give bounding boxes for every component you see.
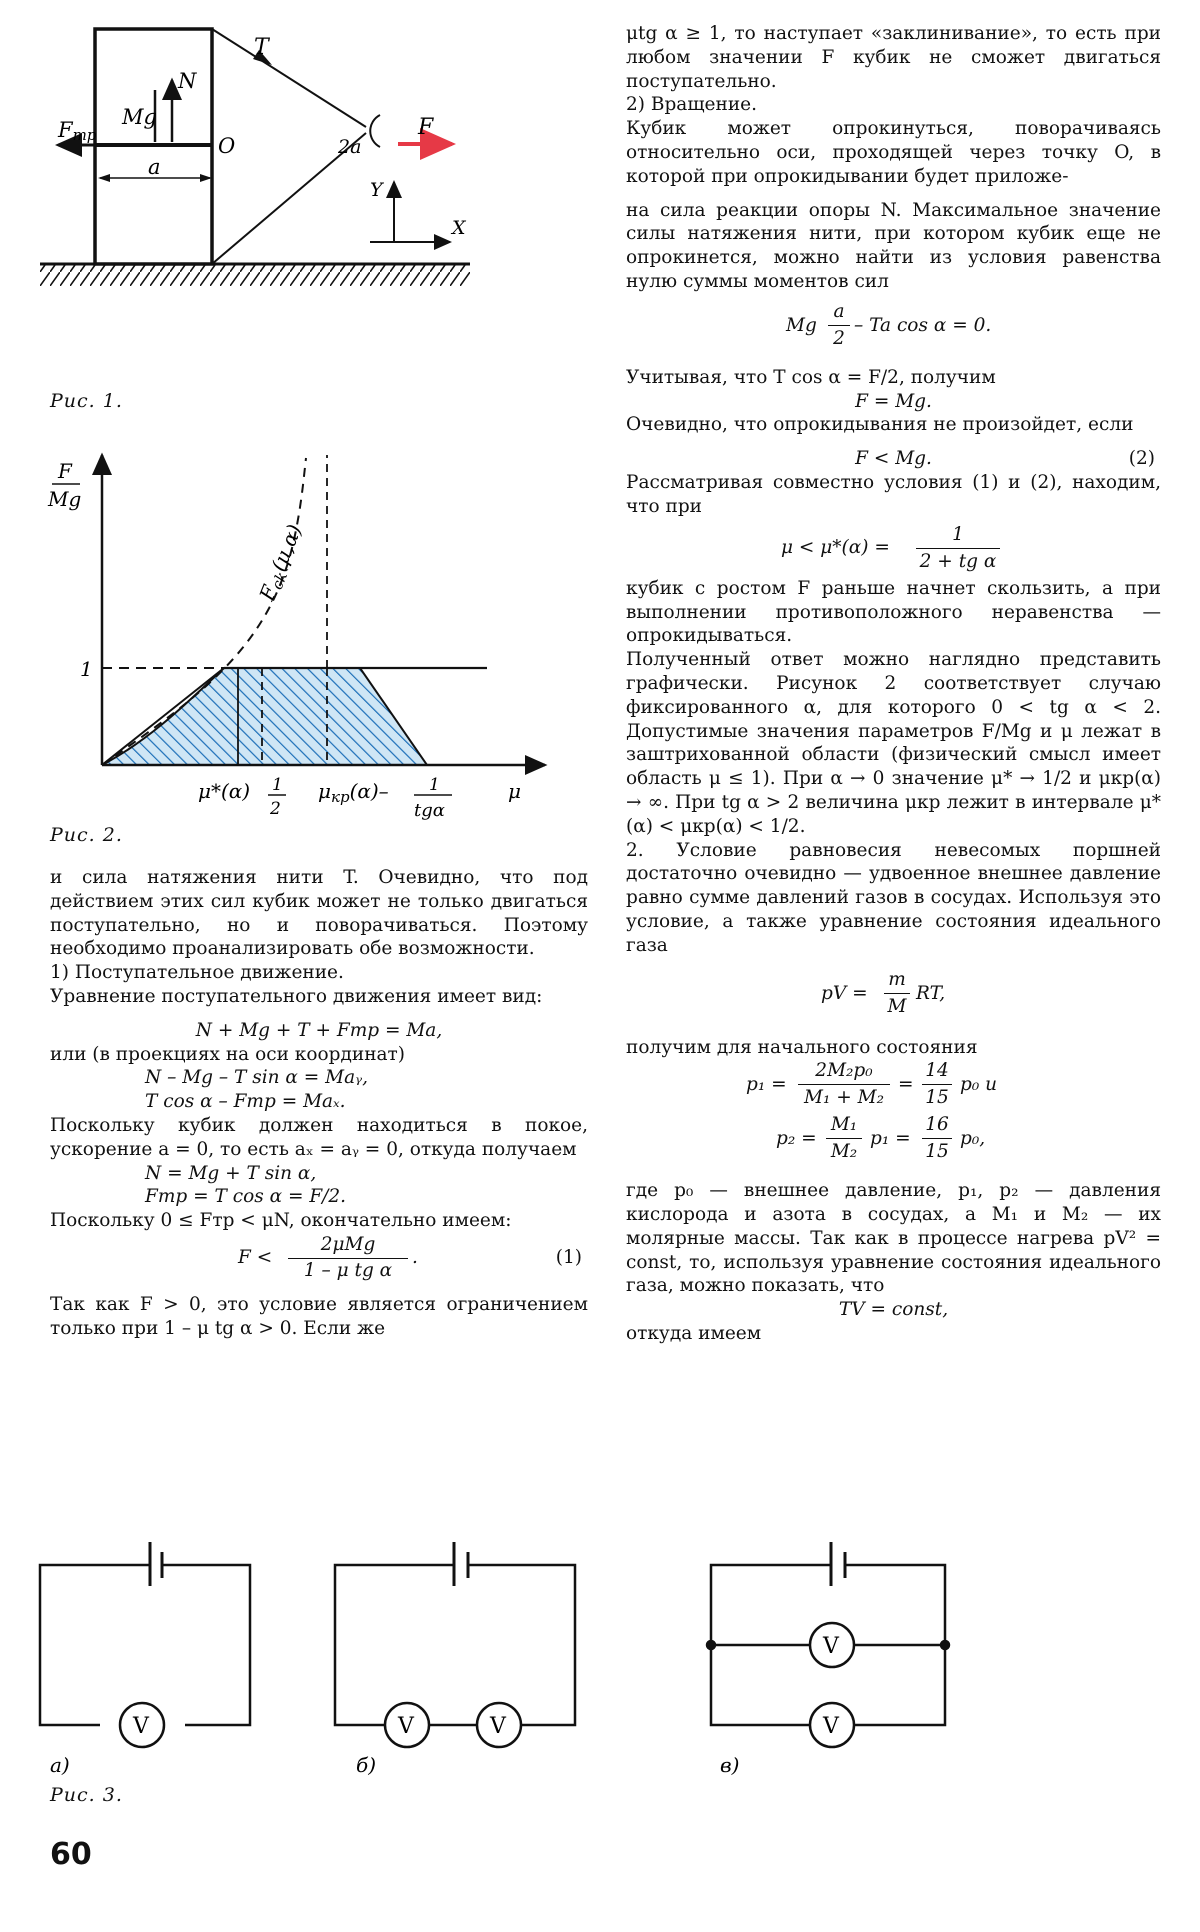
equation-normal: N = Mg + T sin α, (145, 1162, 317, 1184)
allowed-region-hatching (102, 668, 427, 765)
figure-2-caption: Рис. 2. (50, 824, 123, 846)
equation-2 (626, 447, 1161, 471)
eq5-left: Mg (786, 314, 817, 336)
eq11-den2: 15 (925, 1141, 949, 1163)
circuit-b (335, 1542, 575, 1747)
figure-1 (40, 20, 600, 370)
figure-2 (40, 440, 600, 830)
label-tg-num: 1 (429, 775, 440, 795)
voltmeter-c2-label: V (823, 1714, 839, 1739)
label-force: F (418, 115, 434, 140)
dimension-a-left-head (98, 174, 110, 182)
eq9-right: RT, (916, 982, 946, 1004)
eq11-den: M₂ (830, 1141, 858, 1163)
eq9-den: M (887, 995, 907, 1017)
eq11-num: M₁ (830, 1114, 858, 1136)
right-p2: 2) Вращение. (626, 94, 757, 116)
label-point-o: O (218, 134, 236, 158)
right-p3: Кубик может опрокинуться, поворачиваясь относительно оси, проходящей через точку O, в которой при опрокидывании будет приложе- (626, 118, 1161, 187)
figure-3-caption: Рис. 3. (50, 1784, 123, 1806)
right-p10: 2. Условие равновесия невесомых поршней достаточно очевидно — удвоенное внешнее давление равно сумме давлений газов в сосудах. Используя это условие, а также уравнение состояния идеального газа (626, 839, 1161, 956)
label-tg-den: tgα (414, 800, 445, 821)
right-p11: получим для начального состояния (626, 1036, 978, 1058)
label-angle: 2a (338, 136, 362, 158)
label-axis-y: Y (370, 179, 383, 201)
right-p1: μtg α ≥ 1, то наступает «заклинивание», то есть при любом значении F кубик не сможет двигаться поступательно. (626, 23, 1161, 92)
voltmeter-b2-label: V (490, 1714, 506, 1739)
left-p4: или (в проекциях на оси координат) (50, 1043, 406, 1065)
eq10-left: p₁ = (746, 1074, 787, 1096)
equation-gas-state (626, 968, 1161, 1026)
equation-1: F < 2μMg 1 – μ tg α . (1) (238, 1233, 582, 1281)
right-p6: Очевидно, что опрокидывания не произойдет, если (626, 414, 1134, 436)
eq11-num2: 16 (925, 1114, 949, 1136)
eq11-left: p₂ = (776, 1128, 817, 1150)
figure-1-caption: Рис. 1. (50, 390, 123, 412)
label-normal: N (178, 69, 197, 93)
left-p3: Уравнение поступательного движения имеет вид: (50, 985, 543, 1007)
eq11-mid: p₁ = (870, 1128, 911, 1150)
eq10-den: M₁ + M₂ (804, 1087, 884, 1109)
equation-motion: N + Mg + T + Fтр = Ma, (195, 1019, 443, 1041)
label-gravity: Mg (122, 105, 157, 129)
eq7-tag: (2) (1128, 448, 1155, 470)
y-axis-label-den: Mg (48, 487, 82, 511)
label-one: 1 (80, 657, 93, 681)
equation-mu-star (626, 523, 1161, 577)
eq8-num: 1 (952, 523, 964, 545)
equation-moments (626, 300, 1161, 356)
sublabel-a: а) (50, 1753, 70, 1777)
ground-hatching (40, 264, 470, 286)
label-tension: T (254, 35, 269, 60)
eq9-left: pV = (821, 982, 868, 1004)
eq5-right: – Ta cos α = 0. (854, 314, 992, 336)
equation-1-left: F < (238, 1246, 273, 1268)
right-column (626, 22, 1161, 1346)
right-p4: на сила реакции опоры N. Максимальное значение силы натяжения нити, при котором кубик еще не опрокинется, можно найти из условия равенства нулю суммы моментов сил (626, 199, 1161, 292)
sublabel-c: в) (720, 1753, 740, 1777)
eq11-right: p₀, (960, 1128, 986, 1150)
left-p1: и сила натяжения нити T. Очевидно, что под действием этих сил кубик может не только двигаться поступательно, но и поворачиваться. Поэтому необходимо проанализировать обе возможности. (50, 867, 588, 960)
label-side-a: a (148, 155, 161, 179)
left-p2: 1) Поступательное движение. (50, 962, 344, 984)
eq10-mid: = (898, 1074, 914, 1096)
right-p7: Рассматривая совместно условия (1) и (2), находим, что при (626, 472, 1161, 517)
string-upper (212, 29, 366, 127)
label-mu-kr: $\mu_{кр}(\alpha)-$ (318, 779, 389, 806)
equation-1-num: 2μMg (320, 1233, 376, 1255)
voltmeter-b1-label: V (398, 1714, 414, 1739)
voltmeter-a-label: V (133, 1714, 149, 1739)
right-p9: Полученный ответ можно наглядно представить графически. Рисунок 2 соответствует случаю фиксированного α, для которого 0 < tg α < 2. Допустимые значения параметров F/Mg и μ лежат в заштрихованной области (физический смысл имеет область μ ≤ 1). При α → 0 значение μ* → 1/2 и μкр(α) → ∞. При tg α > 2 величина μкр лежит в интервале μ*(α) < μкр(α) < 1/2. (626, 649, 1161, 837)
equation-1-den: 1 – μ tg α (303, 1259, 393, 1281)
equation-p1 (626, 1059, 1161, 1111)
label-friction: Fтр (58, 118, 97, 144)
equation-tv: TV = const, (838, 1299, 949, 1321)
dimension-a-right-head (200, 174, 212, 182)
equation-p2 (626, 1113, 1161, 1169)
eq8-left: μ < μ*(α) = (781, 536, 890, 558)
equation-1-tag: (1) (555, 1246, 582, 1268)
label-mu-axis: μ (508, 779, 521, 803)
eq10-num2: 14 (925, 1060, 949, 1082)
eq10-den2: 15 (925, 1087, 949, 1109)
equation-projection-x: T cos α – Fтр = Maₓ. (145, 1091, 346, 1113)
right-p13: откуда имеем (626, 1323, 762, 1345)
label-half-den: 2 (270, 799, 281, 819)
voltmeter-c1-label: V (823, 1634, 839, 1659)
figure-3 (20, 1520, 1180, 1780)
eq10-right: p₀ и (960, 1074, 998, 1096)
right-p8: кубик с ростом F раньше начнет скользить, а при выполнении противоположного неравенства — опрокидываться. (626, 577, 1161, 647)
label-mu-star: μ*(α) (198, 779, 251, 803)
y-axis-label-num: F (58, 459, 72, 483)
left-p6: Поскольку 0 ≤ Fтр < μN, окончательно имеем: (50, 1210, 512, 1232)
eq5-den: 2 (833, 327, 845, 349)
sublabel-b: б) (356, 1753, 377, 1777)
right-p5: Учитывая, что T cos α = F/2, получим (626, 366, 996, 388)
curve-label: $F_{ck}(\mu,\alpha)$ (254, 520, 307, 604)
eq9-num: m (888, 968, 906, 990)
left-p7: Так как F > 0, это условие является ограничением только при 1 – μ tg α > 0. Если же (50, 1293, 588, 1339)
equation-projection-y: N – Mg – T sin α = Maᵧ, (145, 1067, 368, 1089)
equation-friction: Fтр = T cos α = F/2. (145, 1186, 347, 1208)
eq8-den: 2 + tg α (919, 550, 997, 572)
label-half-num: 1 (272, 775, 283, 795)
left-column (50, 866, 588, 1341)
equation-f-mg: F = Mg. (855, 390, 932, 412)
right-p12: где p₀ — внешнее давление, p₁, p₂ — давления кислорода и азота в сосудах, а M₁ и M₂ — их молярные массы. Так как в процессе нагрева pV² = const, то, используя уравнение состояния идеального газа, можно показать, что (626, 1180, 1161, 1297)
eq5-num: a (833, 300, 845, 322)
angle-arc (370, 115, 380, 147)
eq7: F < Mg. (855, 448, 932, 470)
left-p5: Поскольку кубик должен находиться в покое, ускорение a = 0, то есть aₓ = aᵧ = 0, откуда получаем (50, 1114, 588, 1160)
label-axis-x: X (452, 217, 466, 239)
eq10-num: 2M₂p₀ (815, 1060, 873, 1082)
page-number: 60 (50, 1837, 92, 1872)
